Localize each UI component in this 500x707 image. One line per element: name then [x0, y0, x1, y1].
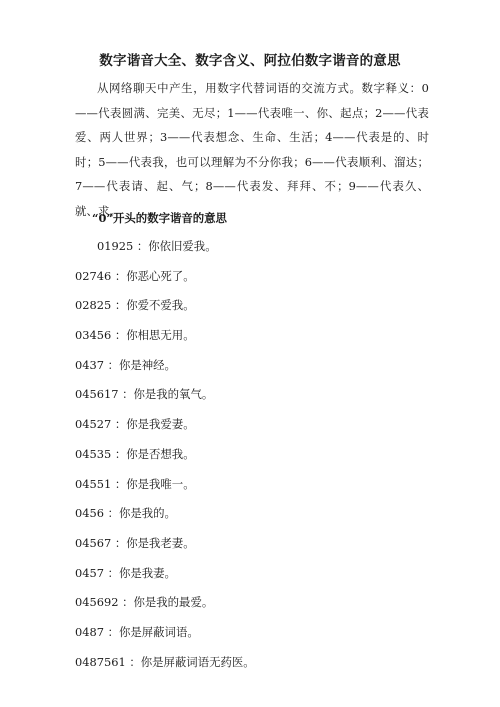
section-heading: “0”开头的数字谐音的意思 — [92, 211, 227, 225]
list-item: 04551 ：你是我唯一。 — [75, 476, 195, 491]
list-item: 0456 ：你是我的。 — [75, 506, 176, 521]
list-item: 04535 ：你是否想我。 — [75, 446, 195, 461]
list-item: 045692 ：你是我的最爱。 — [75, 595, 214, 610]
list-item: 0457 ：你是我妻。 — [75, 565, 176, 580]
list-item: 03456 ：你相思无用。 — [75, 328, 195, 343]
list-item: 04527 ：你是我爱妻。 — [75, 417, 195, 432]
entry-list — [75, 236, 435, 681]
intro-paragraph: 从网络聊天中产生，用数字代替词语的交流方式。数字释义：0——代表圆满、完美、无尽；1——代表唯一、你、起点；2——代表爱、两人世界；3——代表想念、生命、生活；4——代表是的、时时；5——代表我，也可以理解为不分你我；6——代表顺利、溜达；7——代表请、起、气；8——代表发、拜拜、不；9——代表久、就、求。 — [75, 81, 429, 218]
list-item: 02746 ：你恶心死了。 — [75, 268, 195, 283]
list-item: 0437 ：你是神经。 — [75, 357, 176, 372]
list-item: 02825 ：你爱不爱我。 — [75, 298, 195, 313]
list-item: 0487561 ：你是屏蔽词语无药医。 — [75, 654, 255, 669]
list-item: 045617 ：你是我的氧气。 — [75, 387, 214, 402]
list-item: 0487 ：你是屏蔽词语。 — [75, 624, 199, 639]
document-title: 数字谐音大全、数字含义、阿拉伯数字谐音的意思 — [99, 53, 401, 69]
list-item: 04567 ：你是我老妻。 — [75, 535, 195, 550]
list-item: 01925 ：你依旧爱我。 — [97, 239, 217, 253]
